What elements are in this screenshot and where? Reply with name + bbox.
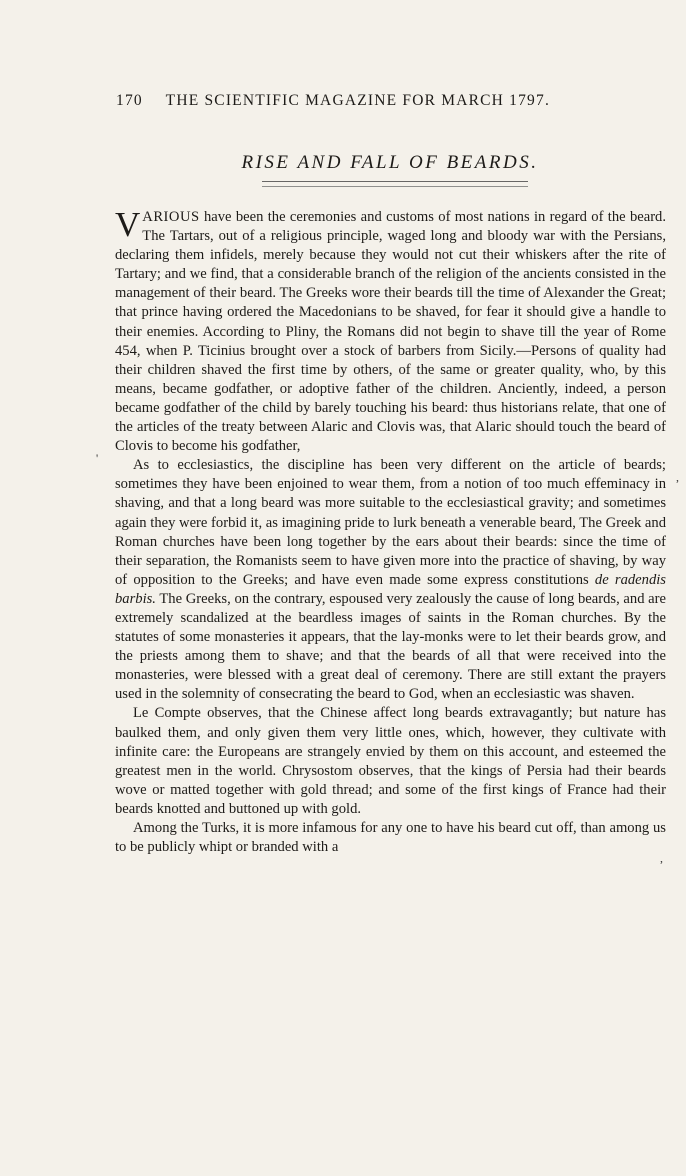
first-word: ARIOUS	[142, 209, 200, 225]
margin-mark: ,	[676, 470, 679, 484]
paragraph-1	[115, 205, 666, 456]
article-body	[115, 205, 666, 857]
title-rule	[262, 181, 528, 187]
paragraph-1-text: have been the ceremonies and customs of most nations in regard of the beard. The Tartars, out of a religious principle, waged long and bloody war with the Persians, declaring them infidels, merely because they would not cut their whiskers after the rite of Tartary; and we find, that a considerable branch of the religion of the ancients consisted in the management of their beard. The Greeks wore their beards till the time of Alexander the Great; that prince having ordered the Macedonians to be shaved, for fear it should give a handle to their enemies. According to Pliny, the Romans did not begin to shave till the year of Rome 454, when P. Ticinius brought over a stock of barbers from Sicily.—Persons of quality had their children shaved the first time by others, of the same or greater quality, who, by this means, became godfather, or adoptive father of the children. Anciently, indeed, a person became godfather of the child by barely touching his beard: thus historians relate, that one of the articles of the treaty between Alaric and Clovis was, that Alaric should touch the beard of Clovis to become his godfather,	[115, 209, 666, 455]
paragraph-3-text: Le Compte observes, that the Chinese affect long beards extravagantly; but nature has baulked them, and only given them very little ones, which, however, they cultivate with infinite care: the Europeans are strangely envied by them on this account, and esteemed the greatest men in the world. Chrysostom observes, that the kings of Persia had their beards wove or matted together with gold thread; and some of the first kings of France had their beards knotted and buttoned up with gold.	[115, 705, 666, 817]
paragraph-4-text: Among the Turks, it is more infamous for any one to have his beard cut off, than among us to be publicly whipt or branded with a	[115, 820, 666, 856]
latin-phrase: de radendis barbis.	[115, 571, 666, 607]
running-title: THE SCIENTIFIC MAGAZINE FOR MARCH 1797.	[165, 92, 551, 109]
margin-mark: ,	[660, 851, 663, 865]
page-number: 170	[116, 92, 143, 109]
paragraph-2-text: As to ecclesiastics, the discipline has been very different on the article of beards; sometimes they have been enjoined to wear them, from a notion of too much effeminacy in shaving, and that a long beard was more suitable to the ecclesiastical gravity; and sometimes again they were forbid it, as imagining pride to lurk beneath a venerable beard, The Greek and Roman churches have been long together by the ears about their beards: since the time of their separation, the Romanists seem to have given more into the practice of shaving, by way of opposition to the Greeks; and have even made some express constitutions	[115, 457, 666, 588]
drop-cap: V	[115, 205, 141, 244]
margin-mark: '	[96, 451, 99, 465]
paragraph-3	[115, 704, 666, 819]
article-title: RISE AND FALL OF BEARDS.	[241, 152, 539, 173]
paragraph-2-cont: The Greeks, on the contrary, espoused very zealously the cause of long beards, and are extremely scandalized at the beardless images of saints in the Roman churches. By the statutes of some monasteries it appears, that the lay-monks were to let their beards grow, and the priests among them to shave; and that the beards of all that were received into the monasteries, were blessed with a great deal of ceremony. There are still extant the prayers used in the solemnity of consecrating the beard to God, when an ecclesiastic was shaven.	[115, 590, 666, 703]
paragraph-4	[115, 819, 666, 857]
paragraph-2	[115, 456, 666, 704]
running-header	[116, 92, 676, 110]
